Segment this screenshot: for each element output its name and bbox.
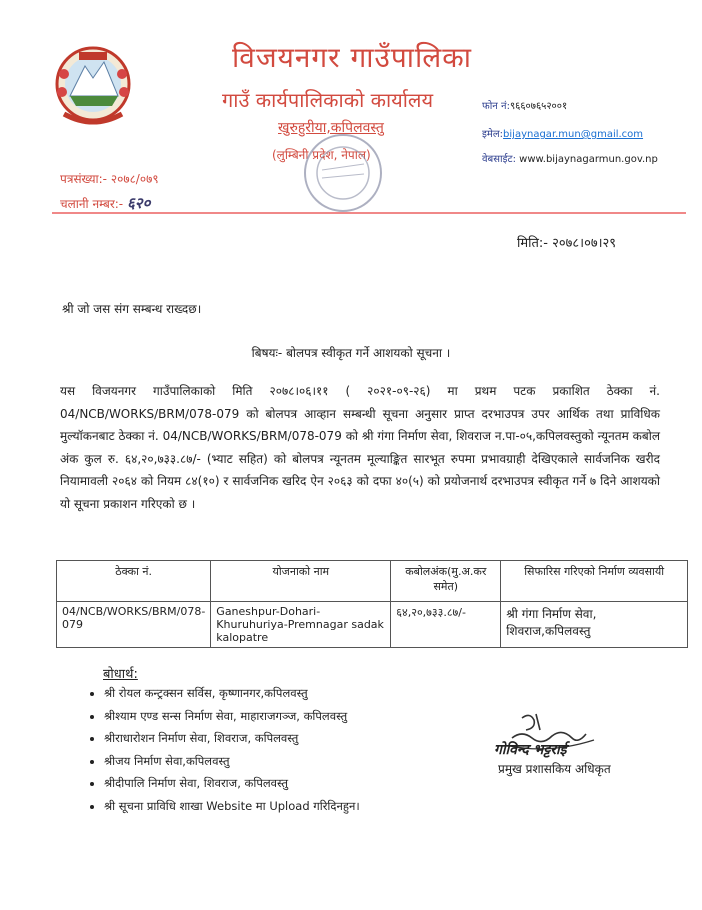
dispatch-number-line (60, 193, 150, 213)
email-line (482, 126, 643, 140)
office-location: खुरुहुरीया,कपिलवस्तु (278, 120, 384, 136)
signatory-title: प्रमुख प्रशासकिय अधिकृत (498, 762, 611, 776)
table-header-project-name: योजनाको नाम (211, 561, 391, 602)
website-label: वेबसाईट: (482, 154, 516, 165)
email-label: इमेल: (482, 129, 504, 140)
phone-number: ९६६०७६५२००१ (509, 101, 568, 112)
list-item: • श्री सूचना प्राविधि शाखा Website मा Upload गरिदिनहुन। (104, 795, 360, 818)
list-item: • श्रीजय निर्माण सेवा,कपिलवस्तु (104, 750, 360, 773)
table-header-recommended-contractor: सिफारिस गरिएको निर्माण व्यवसायी (501, 561, 688, 602)
phone-line (482, 98, 567, 112)
header-divider (52, 212, 686, 214)
letter-number-label: पत्रसंख्या:- (60, 172, 108, 186)
phone-label: फोन नं: (482, 101, 510, 112)
table-row (57, 602, 688, 648)
dispatch-number: ६२० (126, 194, 151, 212)
table-cell-contractor: श्री गंगा निर्माण सेवा, शिवराज,कपिलवस्तु (501, 602, 688, 648)
email-link[interactable]: bijaynagar.mun@gmail.com (503, 129, 644, 140)
municipality-emblem-logo (52, 44, 134, 134)
website-link[interactable]: www.bijaynagarmun.gov.np (519, 154, 658, 165)
table-cell-bid-amount: ६४,२०,७३३.८७/- (391, 602, 501, 648)
table-header-bid-amount: कबोलअंक(मु.अ.कर समेत) (391, 561, 501, 602)
subject-line: बिषयः- बोलपत्र स्वीकृत गर्ने आशयको सूचना । (251, 346, 451, 360)
website-line (482, 151, 658, 165)
office-stamp (300, 130, 386, 216)
cc-title: बोधार्थ: (103, 667, 138, 682)
cc-list (86, 682, 360, 817)
list-item: • श्रीदीपालि निर्माण सेवा, शिवराज, कपिलवस्तु (104, 772, 360, 795)
recipient-line: श्री जो जस संग सम्बन्ध राख्दछ। (62, 302, 202, 316)
letter-number-line (60, 170, 159, 187)
list-item: • श्री रोयल कन्ट्रक्सन सर्विस, कृष्णानगर,कपिलवस्तु (104, 682, 360, 705)
province-name: (लुम्बिनी प्रदेश, नेपाल) (272, 148, 371, 162)
table-cell-contract-no: 04/NCB/WORKS/BRM/078-079 (57, 602, 211, 648)
notice-body: यस विजयनगर गाउँपालिकाको मिति २०७८।०६।११ ( २०२१-०९-२६) मा प्रथम पटक प्रकाशित ठेक्का नं. 04/NCB/WORKS/BRM/078-079 को बोलपत्र आव्हान सम्बन्धी सूचना अनुसार प्राप्त दरभाउपत्र उपर आर्थिक तथा प्राविधिक मुल्यॉकनबाट ठेक्का नं. 04/NCB/WORKS/BRM/078-079 को श्री गंगा निर्माण सेवा, शिवराज न.पा-०५,कपिलवस्तुको न्यूनतम कबोल अंक कुल रु. ६४,२०,७३३.८७/- (भ्याट सहित) को बोलपत्र न्यूनतम मूल्याङ्कित सारभूत रुपमा प्रभावग्राही देखिएकाले सार्वजनिक खरीद नियामावली २०६४ को नियम ८४(१०) र सार्वजनिक खरिद ऐन २०६३ को दफा ४०(५) को प्रयोजनार्थ दरभाउपत्र स्वीकृत गर्ने ७ दिने आशयको यो सूचना प्रकाशन गरिएको छ । (60, 384, 660, 511)
table-cell-project-name: Ganeshpur-Dohari- Khuruhuriya-Premnagar sadak kalopatre (211, 602, 391, 648)
dispatch-number-label: चलानी नम्बर:- (60, 197, 124, 211)
contract-table (56, 560, 688, 648)
letter-date: मिति:- २०७८।०७।२९ (517, 236, 617, 251)
table-header-contract-no: ठेक्का नं. (57, 561, 211, 602)
list-item: • श्रीराधारोशन निर्माण सेवा, शिवराज, कपिलवस्तु (104, 727, 360, 750)
letter-number: २०७८/०७९ (110, 172, 159, 186)
table-header-row (57, 561, 688, 602)
municipality-name: विजयनगर गाउँपालिका (232, 41, 473, 74)
list-item: • श्रीश्याम एण्ड सन्स निर्माण सेवा, माहाराजगञ्ज, कपिलवस्तु (104, 705, 360, 728)
signatory-name: गोविन्द भट्टराई (494, 742, 567, 758)
office-name: गाउँ कार्यपालिकाको कार्यालय (222, 88, 434, 112)
